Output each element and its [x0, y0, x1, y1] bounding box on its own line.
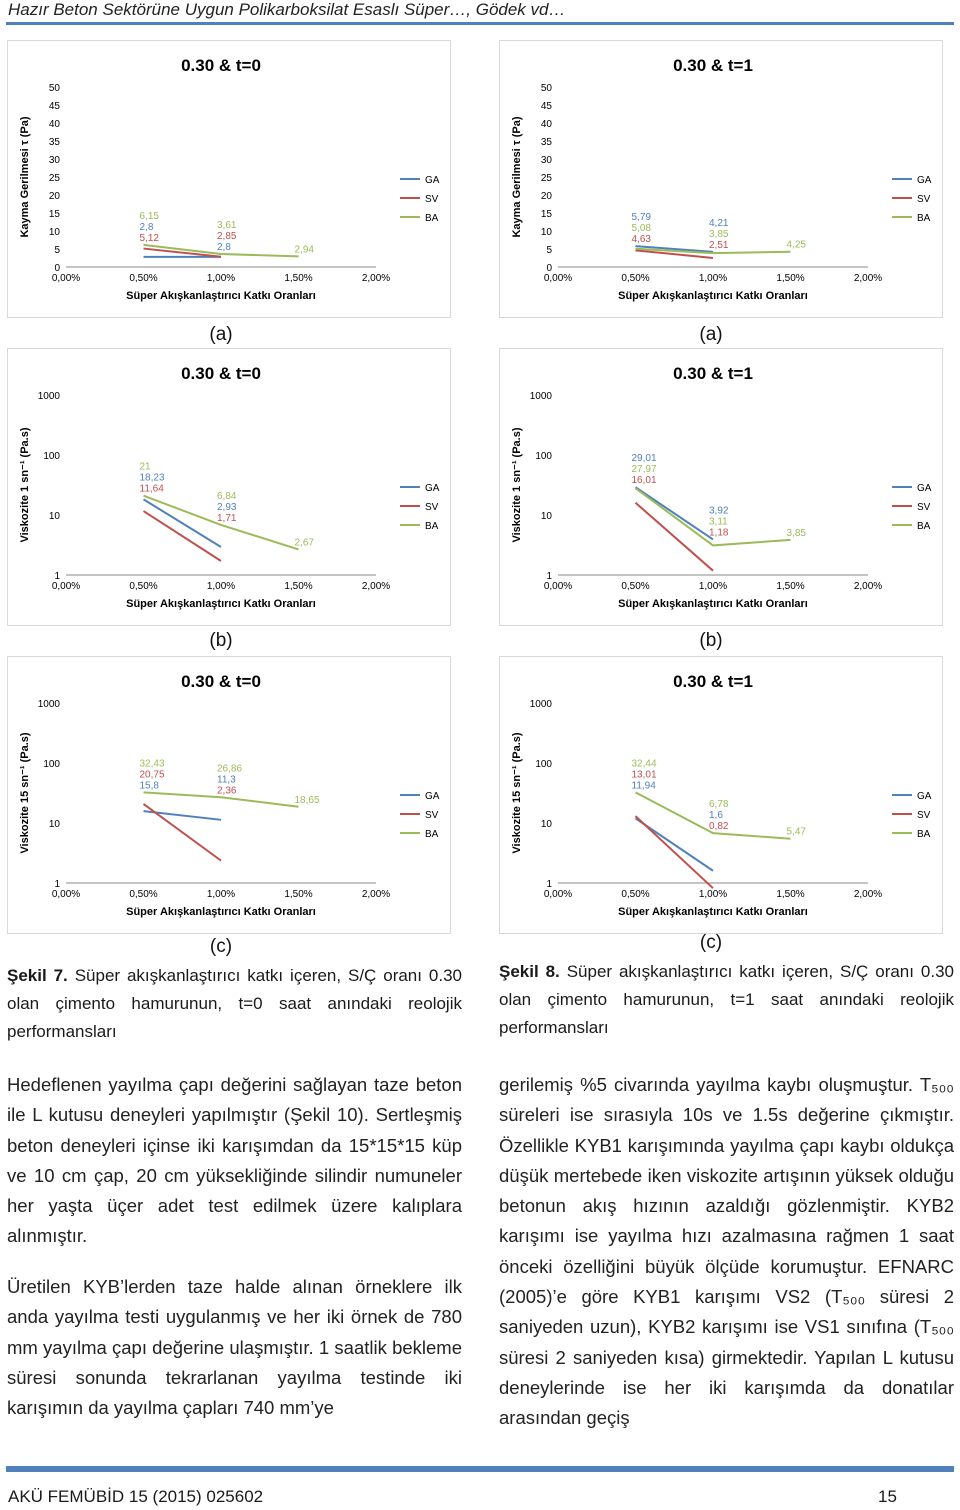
- data-label: 2,85: [217, 231, 237, 243]
- y-tick-label: 100: [43, 451, 60, 462]
- legend-label-sv: SV: [425, 502, 439, 513]
- y-axis-title: Viskozite 15 sn⁻¹ (Pa.s): [19, 732, 31, 854]
- chart-title: 0.30 & t=0: [181, 56, 261, 75]
- x-tick-label: 1,50%: [284, 273, 313, 284]
- data-label: 4,21: [709, 217, 729, 229]
- series-line-sv: [144, 804, 222, 861]
- legend-label-ba: BA: [917, 829, 931, 840]
- legend-label-ba: BA: [425, 213, 439, 224]
- subcaption-7c: (c): [209, 936, 233, 957]
- chart-title: 0.30 & t=1: [673, 56, 753, 75]
- x-tick-label: 1,00%: [698, 273, 728, 284]
- data-label: 1,6: [709, 810, 723, 822]
- data-label: 2,51: [709, 239, 729, 251]
- figure-8-label: Şekil 8.: [499, 962, 560, 981]
- chart-fig8a: [499, 40, 943, 318]
- footer-rule: [6, 1466, 954, 1472]
- y-tick-label: 35: [48, 137, 60, 148]
- y-tick-label: 100: [43, 759, 60, 770]
- x-tick-label: 0,00%: [543, 273, 573, 284]
- x-tick-label: 1,50%: [776, 889, 805, 900]
- y-axis-title: Kayma Gerilmesi τ (Pa): [511, 116, 523, 238]
- y-tick-label: 1000: [37, 699, 60, 710]
- chart-svg-fig8c: [500, 657, 942, 933]
- x-tick-label: 2,00%: [361, 889, 391, 900]
- y-tick-label: 15: [540, 209, 552, 220]
- subcaption-7b: (b): [209, 630, 233, 651]
- legend-label-sv: SV: [425, 810, 439, 821]
- data-label: 2,94: [294, 244, 314, 256]
- y-axis-title: Viskozite 1 sn⁻¹ (Pa.s): [19, 427, 31, 543]
- figure-7-caption: [7, 962, 462, 1046]
- data-label: 2,67: [294, 537, 314, 549]
- x-tick-label: 1,00%: [698, 889, 728, 900]
- x-tick-label: 1,50%: [776, 581, 805, 592]
- header-rule: [6, 22, 954, 25]
- data-label: 3,11: [709, 516, 728, 528]
- y-tick-label: 1: [54, 571, 60, 582]
- x-tick-label: 2,00%: [361, 581, 391, 592]
- x-tick-label: 1,00%: [206, 889, 236, 900]
- subcaption-8c: (c): [699, 932, 723, 953]
- legend-label-ba: BA: [917, 213, 931, 224]
- x-tick-label: 0,50%: [129, 581, 158, 592]
- y-tick-label: 10: [540, 819, 552, 830]
- data-label: 5,79: [631, 212, 651, 224]
- data-label: 6,78: [709, 799, 729, 811]
- chart-title: 0.30 & t=0: [181, 364, 261, 383]
- y-tick-label: 25: [48, 173, 60, 184]
- y-tick-label: 5: [54, 245, 60, 256]
- data-label: 11,3: [217, 774, 236, 786]
- legend-label-sv: SV: [917, 810, 931, 821]
- x-tick-label: 0,50%: [129, 273, 158, 284]
- data-label: 5,12: [139, 232, 159, 244]
- x-tick-label: 2,00%: [853, 889, 883, 900]
- chart-fig7a: [7, 40, 451, 318]
- x-axis-title: Süper Akışkanlaştırıcı Katkı Oranları: [618, 906, 808, 918]
- data-label: 26,86: [217, 763, 243, 775]
- data-label: 20,75: [139, 769, 165, 781]
- data-label: 18,65: [294, 794, 320, 806]
- data-label: 11,94: [631, 780, 656, 792]
- data-label: 5,47: [786, 826, 806, 838]
- subcaption-7a: (a): [209, 324, 233, 345]
- body-paragraph-left-2: Üretilen KYB’lerden taze halde alınan örneklere ilk anda yayılma testi uygulanmış ve her iki örnek de 780 mm yayılma çapı değerine ulaşmıştır. 1 saatlik bekleme süresi sonunda tekrarlanan yayılma testinde iki karışımın da yayılma çapları 740 mm’ye: [7, 1276, 462, 1419]
- x-tick-label: 2,00%: [853, 273, 883, 284]
- data-label: 6,15: [139, 210, 159, 222]
- data-label: 2,8: [217, 242, 231, 254]
- data-label: 2,93: [217, 501, 237, 513]
- chart-svg-fig8b: [500, 349, 942, 625]
- chart-svg-fig7c: [8, 657, 450, 933]
- data-label: 3,85: [786, 527, 806, 539]
- data-label: 13,01: [631, 769, 657, 781]
- chart-fig7c: [7, 656, 451, 934]
- data-label: 1,18: [709, 527, 729, 539]
- footer-page-number: 15: [878, 1487, 897, 1506]
- legend-label-ba: BA: [425, 521, 439, 532]
- chart-title: 0.30 & t=1: [673, 364, 753, 383]
- y-tick-label: 100: [535, 759, 552, 770]
- figure-8-caption: [499, 958, 954, 1042]
- x-tick-label: 0,50%: [621, 581, 650, 592]
- y-tick-label: 1: [546, 571, 552, 582]
- legend-label-ba: BA: [917, 521, 931, 532]
- data-label: 32,44: [631, 758, 657, 770]
- data-label: 32,43: [139, 758, 165, 770]
- x-tick-label: 1,00%: [698, 581, 728, 592]
- legend-label-ga: GA: [917, 483, 932, 494]
- y-tick-label: 30: [540, 155, 552, 166]
- data-label: 6,84: [217, 490, 237, 502]
- y-axis-title: Kayma Gerilmesi τ (Pa): [19, 116, 31, 238]
- y-tick-label: 10: [540, 227, 552, 238]
- data-label: 3,85: [709, 228, 729, 240]
- legend-label-ga: GA: [917, 791, 932, 802]
- y-axis-title: Viskozite 15 sn⁻¹ (Pa.s): [511, 732, 523, 854]
- subcaption-8b: (b): [699, 630, 723, 651]
- x-tick-label: 2,00%: [853, 581, 883, 592]
- chart-fig8c: [499, 656, 943, 934]
- x-tick-label: 1,50%: [776, 273, 805, 284]
- x-tick-label: 0,00%: [543, 889, 573, 900]
- y-tick-label: 50: [540, 83, 552, 94]
- chart-fig7b: [7, 348, 451, 626]
- x-axis-title: Süper Akışkanlaştırıcı Katkı Oranları: [618, 598, 808, 610]
- chart-title: 0.30 & t=1: [673, 672, 753, 691]
- y-axis-title: Viskozite 1 sn⁻¹ (Pa.s): [511, 427, 523, 543]
- data-label: 21: [139, 461, 151, 473]
- y-tick-label: 1000: [529, 699, 552, 710]
- x-axis-title: Süper Akışkanlaştırıcı Katkı Oranları: [618, 290, 808, 302]
- x-tick-label: 1,50%: [284, 581, 313, 592]
- x-tick-label: 1,00%: [206, 581, 236, 592]
- y-tick-label: 20: [48, 191, 60, 202]
- running-header: Hazır Beton Sektörüne Uygun Polikarboksilat Esaslı Süper…, Gödek vd…: [8, 0, 566, 19]
- data-label: 18,23: [139, 472, 165, 484]
- legend-label-ga: GA: [425, 175, 440, 186]
- data-label: 3,92: [709, 505, 729, 517]
- x-tick-label: 1,50%: [284, 889, 313, 900]
- x-tick-label: 0,50%: [129, 889, 158, 900]
- y-tick-label: 25: [540, 173, 552, 184]
- y-tick-label: 15: [48, 209, 60, 220]
- legend-label-ga: GA: [425, 483, 440, 494]
- body-paragraph-right: gerilemiş %5 civarında yayılma kaybı oluşmuştur. T₅₀₀ süreleri ise sırasıyla 10s ve 1.5s değerine çıkmıştır. Özellikle KYB1 karışımında yayılma çapı kaybı oldukça düşük mertebede iken viskozite artışının yüksek olduğu betonun akış hızının azaldığı gözlenmiştir. KYB2 karışımı ise yayılma hızı azalmasına rağmen 1 saat önceki özelliğini büyük ölçüde korumuştur. EFNARC (2005)’e göre KYB1 karışımı VS2 (T₅₀₀ süresi 2 saniyeden uzun), KYB2 karışımı ise VS1 sınıfına (T₅₀₀ süresi 2 saniyeden kısa) girmektedir. Yapılan L kutusu deneylerinde ise her iki karışımda da donatılar arasından geçiş: [499, 1074, 954, 1429]
- y-tick-label: 1000: [37, 391, 60, 402]
- x-tick-label: 0,00%: [51, 581, 81, 592]
- y-tick-label: 100: [535, 451, 552, 462]
- data-label: 16,01: [631, 475, 657, 487]
- subcaption-8a: (a): [699, 324, 723, 345]
- legend-label-ga: GA: [917, 175, 932, 186]
- chart-svg-fig8a: [500, 41, 942, 317]
- data-label: 4,63: [631, 234, 651, 246]
- y-tick-label: 0: [546, 263, 552, 274]
- chart-svg-fig7a: [8, 41, 450, 317]
- x-tick-label: 0,00%: [51, 273, 81, 284]
- y-tick-label: 45: [48, 101, 60, 112]
- figure-7-text: Süper akışkanlaştırıcı katkı içeren, S/Ç oranı 0.30 olan çimento hamurunun, t=0 saat anındaki reolojik performansları: [7, 966, 462, 1041]
- data-label: 29,01: [631, 453, 657, 465]
- x-tick-label: 0,50%: [621, 273, 650, 284]
- y-tick-label: 10: [48, 819, 60, 830]
- body-paragraph-left-1: Hedeflenen yayılma çapı değerini sağlayan taze beton ile L kutusu deneyleri yapılmıştır (Şekil 10). Sertleşmiş beton deneyleri içinse iki karışımdan da 15*15*15 küp ve 10 cm çap, 20 cm yüksekliğinde silindir numuneler her yaşta üçer adet test edilmek üzere kalıplara alınmıştır.: [7, 1074, 462, 1247]
- data-label: 3,61: [217, 220, 237, 232]
- legend-label-sv: SV: [917, 194, 931, 205]
- x-axis-title: Süper Akışkanlaştırıcı Katkı Oranları: [126, 290, 316, 302]
- x-axis-title: Süper Akışkanlaştırıcı Katkı Oranları: [126, 598, 316, 610]
- y-tick-label: 35: [540, 137, 552, 148]
- figure-7-label: Şekil 7.: [7, 966, 68, 985]
- data-label: 5,08: [631, 223, 651, 235]
- y-tick-label: 10: [48, 511, 60, 522]
- series-line-ga: [144, 499, 222, 547]
- data-label: 27,97: [631, 464, 657, 476]
- y-tick-label: 30: [48, 155, 60, 166]
- data-label: 2,36: [217, 785, 237, 797]
- chart-svg-fig7b: [8, 349, 450, 625]
- data-label: 11,64: [139, 483, 164, 495]
- legend-label-sv: SV: [425, 194, 439, 205]
- y-tick-label: 40: [540, 119, 552, 130]
- y-tick-label: 5: [546, 245, 552, 256]
- y-tick-label: 1000: [529, 391, 552, 402]
- y-tick-label: 10: [48, 227, 60, 238]
- data-label: 4,25: [786, 239, 806, 251]
- y-tick-label: 1: [546, 879, 552, 890]
- chart-fig8b: [499, 348, 943, 626]
- y-tick-label: 1: [54, 879, 60, 890]
- x-tick-label: 0,00%: [51, 889, 81, 900]
- y-tick-label: 50: [48, 83, 60, 94]
- y-tick-label: 10: [540, 511, 552, 522]
- y-tick-label: 0: [54, 263, 60, 274]
- data-label: 1,71: [217, 512, 237, 524]
- legend-label-ba: BA: [425, 829, 439, 840]
- y-tick-label: 40: [48, 119, 60, 130]
- data-label: 15,8: [139, 780, 159, 792]
- data-label: 0,82: [709, 821, 729, 833]
- y-tick-label: 45: [540, 101, 552, 112]
- data-label: 2,8: [139, 221, 154, 233]
- legend-label-sv: SV: [917, 502, 931, 513]
- x-tick-label: 2,00%: [361, 273, 391, 284]
- x-axis-title: Süper Akışkanlaştırıcı Katkı Oranları: [126, 906, 316, 918]
- footer-journal: AKÜ FEMÜBİD 15 (2015) 025602: [8, 1487, 264, 1506]
- x-tick-label: 0,50%: [621, 889, 650, 900]
- x-tick-label: 0,00%: [543, 581, 573, 592]
- figure-8-text: Süper akışkanlaştırıcı katkı içeren, S/Ç oranı 0.30 olan çimento hamurunun, t=1 saat anındaki reolojik performansları: [499, 962, 954, 1037]
- x-tick-label: 1,00%: [206, 273, 236, 284]
- series-line-sv: [144, 511, 222, 561]
- y-tick-label: 20: [540, 191, 552, 202]
- legend-label-ga: GA: [425, 791, 440, 802]
- chart-title: 0.30 & t=0: [181, 672, 261, 691]
